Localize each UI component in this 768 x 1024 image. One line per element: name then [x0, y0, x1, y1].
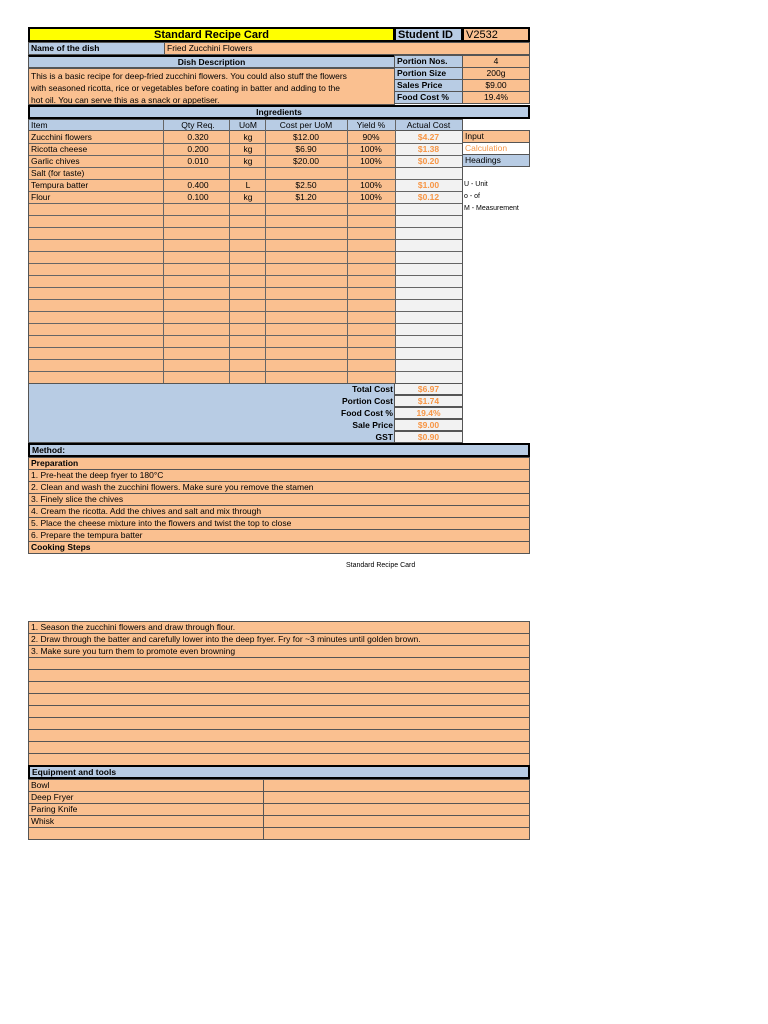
total-label: Total Cost — [352, 384, 393, 394]
total-value: 19.4% — [394, 407, 463, 419]
row-divider — [29, 191, 462, 192]
equipment-item[interactable]: Bowl — [28, 779, 264, 792]
page-footer: Standard Recipe Card — [346, 562, 416, 569]
row-divider — [29, 143, 462, 144]
food-cost-label: Food Cost % — [394, 91, 463, 104]
preparation-step[interactable]: 4. Cream the ricotta. Add the chives and salt and mix through — [28, 505, 530, 518]
row-divider — [29, 347, 462, 348]
preparation-heading: Preparation — [28, 457, 530, 470]
cell-cost[interactable]: $2.50 — [295, 180, 317, 190]
cooking-step[interactable]: 1. Season the zucchini flowers and draw through flour. — [28, 621, 530, 634]
cell-qty[interactable]: 0.100 — [187, 192, 209, 202]
row-divider — [29, 251, 462, 252]
preparation-step[interactable]: 2. Clean and wash the zucchini flowers. Make sure you remove the stamen — [28, 481, 530, 494]
row-divider — [29, 179, 462, 180]
student-id-label: Student ID — [394, 27, 463, 42]
row-divider — [29, 359, 462, 360]
cell-uom[interactable]: kg — [243, 156, 253, 166]
page-title: Standard Recipe Card — [28, 27, 395, 42]
legend-note-measurement: M - Measurement — [464, 205, 519, 212]
row-divider — [29, 263, 462, 264]
portion-nos-value[interactable]: 4 — [462, 55, 530, 68]
row-divider — [29, 299, 462, 300]
cell-qty[interactable]: 0.320 — [187, 132, 209, 142]
cell-item[interactable]: Salt (for taste) — [31, 168, 85, 178]
cell-yield[interactable]: 100% — [360, 180, 382, 190]
row-divider — [29, 323, 462, 324]
cell-cost[interactable]: $20.00 — [293, 156, 319, 166]
cell-actual: $4.27 — [417, 132, 440, 142]
ingredients-table — [28, 119, 463, 384]
method-heading: Method: — [28, 443, 530, 457]
column-divider — [347, 120, 348, 383]
cooking-steps-heading: Cooking Steps — [28, 541, 530, 554]
row-divider — [29, 335, 462, 336]
total-value: $9.00 — [394, 419, 463, 431]
column-divider — [265, 120, 266, 383]
cell-yield[interactable]: 100% — [360, 144, 382, 154]
table-row — [29, 155, 462, 167]
table-row — [29, 191, 462, 203]
row-divider — [29, 311, 462, 312]
sales-price-label: Sales Price — [394, 79, 463, 92]
student-id-value[interactable]: V2532 — [462, 27, 530, 42]
column-divider — [395, 120, 396, 383]
table-row — [29, 131, 462, 143]
equipment-item-extra[interactable] — [263, 827, 530, 840]
equipment-item[interactable] — [28, 827, 264, 840]
legend-calculation: Calculation — [462, 142, 530, 155]
legend-note-of: o - of — [464, 193, 480, 200]
dish-description[interactable] — [28, 68, 395, 105]
cell-item[interactable]: Flour — [31, 192, 51, 202]
table-row — [29, 179, 462, 191]
cell-uom[interactable]: kg — [243, 192, 253, 202]
cell-actual: $1.38 — [417, 144, 440, 154]
cell-uom[interactable]: kg — [243, 132, 253, 142]
cooking-step[interactable]: 2. Draw through the batter and carefully lower into the deep fryer. Fry for ~3 minutes until golden brown. — [28, 633, 530, 646]
cell-actual: $1.00 — [417, 180, 440, 190]
total-value: $0.90 — [394, 431, 463, 443]
preparation-step[interactable]: 1. Pre-heat the deep fryer to 180°C — [28, 469, 530, 482]
col-uom-header: UoM — [239, 120, 257, 130]
cell-actual: $0.20 — [417, 156, 440, 166]
dish-description-heading: Dish Description — [28, 55, 395, 68]
total-value: $1.74 — [394, 395, 463, 407]
row-divider — [29, 371, 462, 372]
row-divider — [29, 287, 462, 288]
equipment-item[interactable]: Whisk — [28, 815, 264, 828]
ingredients-header-row — [29, 120, 462, 131]
cell-cost[interactable]: $1.20 — [295, 192, 317, 202]
col-actual-header: Actual Cost — [406, 120, 451, 130]
row-divider — [29, 239, 462, 240]
row-divider — [29, 203, 462, 204]
cooking-step[interactable]: 3. Make sure you turn them to promote even browning — [28, 645, 530, 658]
table-row — [29, 167, 462, 179]
row-divider — [29, 227, 462, 228]
cell-actual: $0.12 — [417, 192, 440, 202]
description-line-1: This is a basic recipe for deep-fried zucchini flowers. You could also stuff the flowers — [31, 71, 347, 81]
equipment-heading: Equipment and tools — [28, 765, 530, 779]
total-label: GST — [375, 432, 393, 442]
equipment-item[interactable]: Deep Fryer — [28, 791, 264, 804]
cell-qty[interactable]: 0.400 — [187, 180, 209, 190]
preparation-step[interactable]: 6. Prepare the tempura batter — [28, 529, 530, 542]
row-divider — [29, 215, 462, 216]
cell-cost[interactable]: $12.00 — [293, 132, 319, 142]
total-value: $6.97 — [394, 383, 463, 395]
row-divider — [29, 155, 462, 156]
column-divider — [229, 120, 230, 383]
preparation-step[interactable]: 3. Finely slice the chives — [28, 493, 530, 506]
preparation-step[interactable]: 5. Place the cheese mixture into the flowers and twist the top to close — [28, 517, 530, 530]
total-label: Food Cost % — [341, 408, 393, 418]
cell-item[interactable]: Garlic chives — [31, 156, 80, 166]
food-cost-value: 19.4% — [462, 91, 530, 104]
portion-nos-label: Portion Nos. — [394, 55, 463, 68]
cell-item[interactable]: Zucchini flowers — [31, 132, 92, 142]
ingredients-heading: Ingredients — [28, 105, 530, 119]
dish-name-value[interactable]: Fried Zucchini Flowers — [164, 42, 530, 55]
equipment-item[interactable]: Paring Knife — [28, 803, 264, 816]
cell-item[interactable]: Tempura batter — [31, 180, 89, 190]
legend-note-unit: U - Unit — [464, 181, 488, 188]
legend-headings: Headings — [462, 154, 530, 167]
dish-name-label: Name of the dish — [28, 42, 165, 55]
description-line-2: with seasoned ricotta, rice or vegetables before coating in batter and adding to the — [31, 83, 341, 93]
row-divider — [29, 167, 462, 168]
portion-size-label: Portion Size — [394, 67, 463, 80]
cell-yield[interactable]: 100% — [360, 156, 382, 166]
total-label: Portion Cost — [342, 396, 393, 406]
column-divider — [163, 120, 164, 383]
cell-yield[interactable]: 90% — [362, 132, 380, 142]
col-yield-header: Yield % — [356, 120, 386, 130]
col-cost-header: Cost per UoM — [279, 120, 333, 130]
cell-cost[interactable]: $6.90 — [295, 144, 317, 154]
cell-uom[interactable]: kg — [243, 144, 253, 154]
sales-price-value[interactable]: $9.00 — [462, 79, 530, 92]
cell-yield[interactable]: 100% — [360, 192, 382, 202]
cell-qty[interactable]: 0.200 — [187, 144, 209, 154]
row-divider — [29, 275, 462, 276]
cell-uom[interactable]: L — [245, 180, 251, 190]
table-row — [29, 143, 462, 155]
col-qty-header: Qty Req. — [181, 120, 215, 130]
col-item-header: Item — [31, 120, 48, 130]
cell-item[interactable]: Ricotta cheese — [31, 144, 88, 154]
total-label: Sale Price — [352, 420, 393, 430]
portion-size-value[interactable]: 200g — [462, 67, 530, 80]
description-line-3: hot oil. You can serve this as a snack or appetiser. — [31, 95, 220, 105]
legend-input: Input — [462, 130, 530, 143]
cell-qty[interactable]: 0.010 — [187, 156, 209, 166]
